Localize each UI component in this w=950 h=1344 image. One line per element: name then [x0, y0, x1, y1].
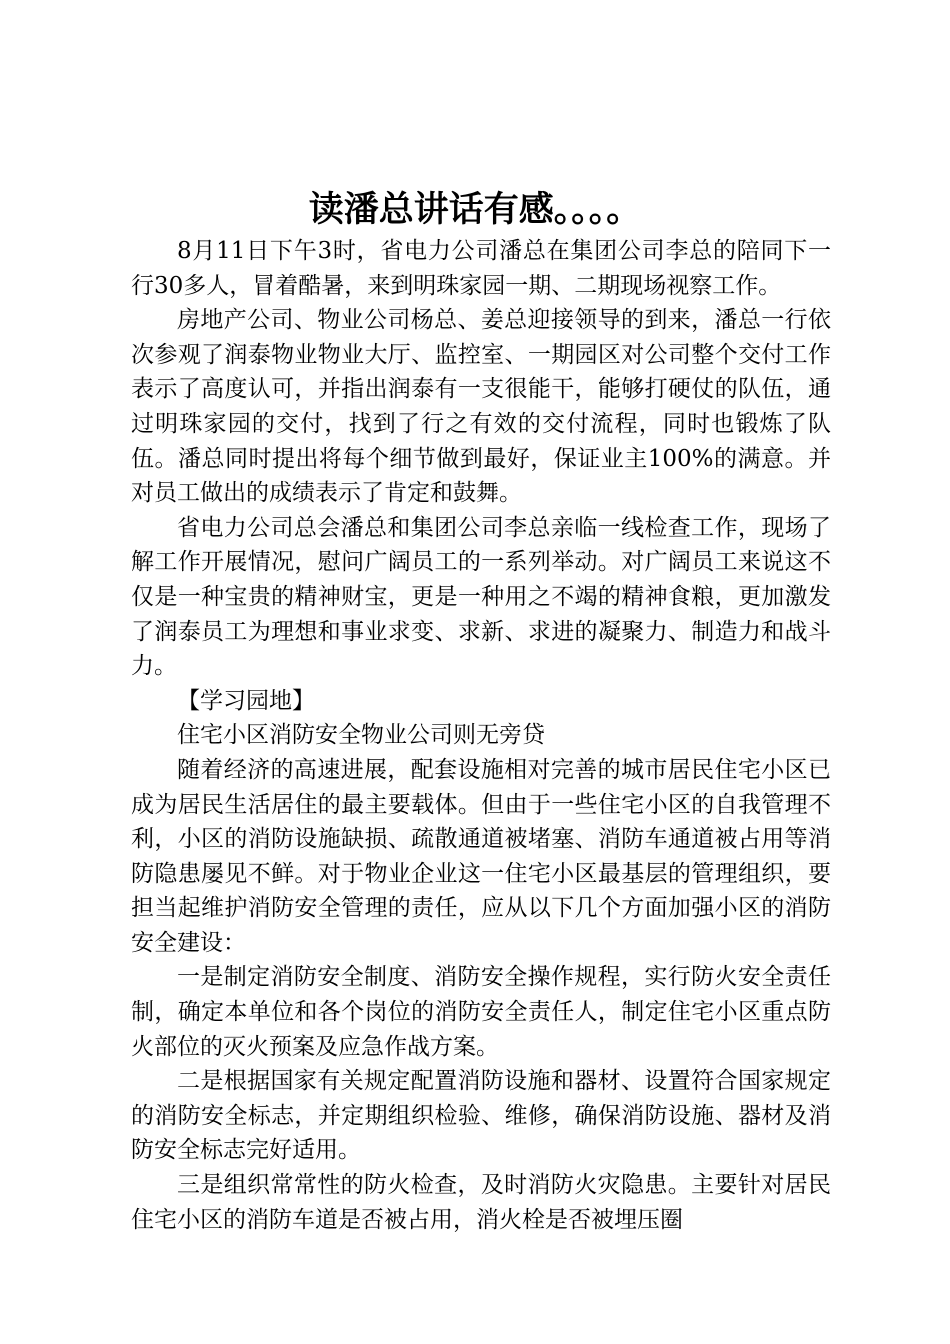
document-title: 读潘总讲话有感。。。。 [308, 189, 642, 230]
paragraph-fire-safety-intro: 随着经济的高速进展，配套设施相对完善的城市居民住宅小区已成为居民生活居住的最主要载体。但由于一些住宅小区的自我管理不利，小区的消防设施缺损、疏散通道被堵塞、消防车通道被占用等消防隐患屡见不鲜。对于物业企业这一住宅小区最基层的管理组织，要担当起维护消防安全管理的责任，应从以下几个方面加强小区的消防安全建设： [131, 756, 831, 956]
section-heading-study-corner: 【学习园地】 [177, 687, 315, 714]
paragraph-point-two: 二是根据国家有关规定配置消防设施和器材、设置符合国家规定的消防安全标志，并定期组织检验、维修，确保消防设施、器材及消防安全标志完好适用。 [131, 1068, 831, 1164]
paragraph-point-one: 一是制定消防安全制度、消防安全操作规程，实行防火安全责任制，确定本单位和各个岗位的消防安全责任人，制定住宅小区重点防火部位的灭火预案及应急作战方案。 [131, 964, 831, 1060]
article-subtitle: 住宅小区消防安全物业公司则无旁贷 [177, 722, 545, 749]
paragraph-visit-intro: 8月11日下午3时，省电力公司潘总在集团公司李总的陪同下一行30多人，冒着酷暑，来到明珠家园一期、二期现场视察工作。 [131, 238, 831, 299]
paragraph-point-three: 三是组织常常性的防火检查，及时消防火灾隐患。主要针对居民住宅小区的消防车道是否被占用，消火栓是否被埋压圈 [131, 1172, 831, 1233]
document-body [131, 234, 831, 1237]
paragraph-inspection-significance: 省电力公司总会潘总和集团公司李总亲临一线检查工作，现场了解工作开展情况，慰问广阔员工的一系列举动。对广阔员工来说这不仅是一种宝贵的精神财宝，更是一种用之不竭的精神食粮，更加激发了润泰员工为理想和事业求变、求新、求进的凝聚力、制造力和战斗力。 [131, 514, 831, 680]
paragraph-tour-details: 房地产公司、物业公司杨总、姜总迎接领导的到来，潘总一行依次参观了润泰物业物业大厅、监控室、一期园区对公司整个交付工作表示了高度认可，并指出润泰有一支很能干，能够打硬仗的队伍，通过明珠家园的交付，找到了行之有效的交付流程，同时也锻炼了队伍。潘总同时提出将每个细节做到最好，保证业主100%的满意。并对员工做出的成绩表示了肯定和鼓舞。 [131, 307, 831, 507]
